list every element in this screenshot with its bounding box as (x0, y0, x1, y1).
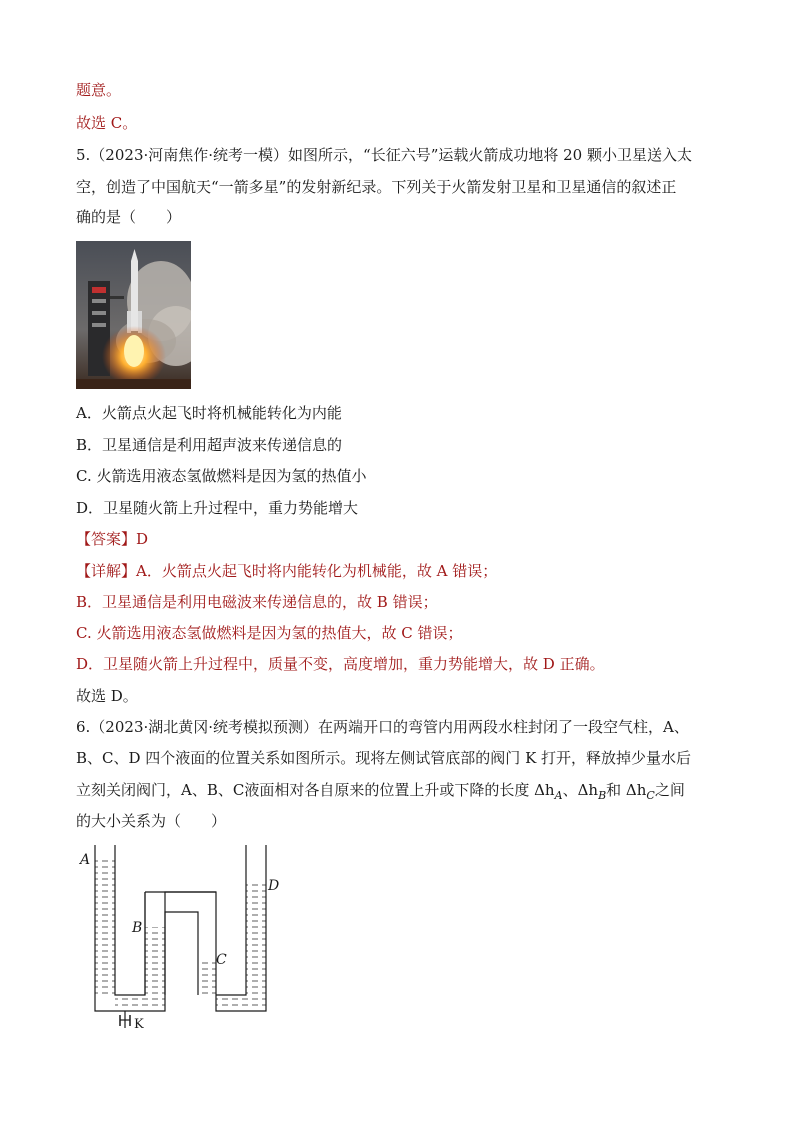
sub-b: B (598, 789, 607, 802)
q6-stem-line3 (76, 780, 685, 806)
q6-stem-line4: 的大小关系为（ ） (76, 812, 227, 830)
u-tube-diagram (70, 840, 300, 1040)
q6-line3-sep1: 、Δh (562, 781, 599, 799)
q5-stem-line1: 5.（2023·河南焦作·统考一模）如图所示，“长征六号”运载火箭成功地将 20 颗小卫星送入太 (76, 146, 692, 164)
q5-detail-c: C. 火箭选用液态氢做燃料是因为氢的热值大，故 C 错误； (76, 624, 463, 642)
q5-conclusion: 故选 D。 (76, 687, 138, 705)
q6-line3-end: 之间 (654, 781, 685, 799)
answer-value: D (136, 530, 149, 548)
label-b: B (132, 920, 143, 936)
q6-line3-sep2: 和 Δh (606, 781, 647, 799)
q6-stem-line1: 6.（2023·湖北黄冈·统考模拟预测）在两端开口的弯管内用两段水柱封闭了一段空气柱，A、 (76, 718, 689, 736)
sub-c: C (646, 789, 655, 802)
prev-answer-tail: 题意。 (76, 81, 122, 99)
q6-stem-line2: B、C、D 四个液面的位置关系如图所示。现将左侧试管底部的阀门 K 打开，释放掉少量水后 (76, 749, 692, 767)
q5-stem-line2: 空，创造了中国航天“一箭多星”的发射新纪录。下列关于火箭发射卫星和卫星通信的叙述正 (76, 178, 677, 196)
detail-tag: 【详解】 (76, 562, 137, 580)
sub-a: A (554, 789, 563, 802)
q5-answer (76, 529, 148, 549)
detail-a-text: A．火箭点火起飞时将内能转化为机械能，故 A 错误； (136, 562, 498, 580)
label-k: K (134, 1017, 144, 1032)
q5-option-d: D．卫星随火箭上升过程中，重力势能增大 (76, 499, 359, 517)
label-c: C (216, 952, 227, 968)
label-a: A (80, 852, 91, 868)
q5-detail-d: D．卫星随火箭上升过程中，质量不变，高度增加，重力势能增大，故 D 正确。 (76, 655, 605, 673)
q5-stem-line3: 确的是（ ） (76, 208, 182, 226)
q5-detail-b: B．卫星通信是利用电磁波来传递信息的，故 B 错误； (76, 593, 438, 611)
q5-option-c: C. 火箭选用液态氢做燃料是因为氢的热值小 (76, 467, 367, 485)
prev-conclusion: 故选 C。 (76, 114, 138, 132)
answer-tag: 【答案】 (76, 530, 137, 548)
rocket-launch-photo (76, 241, 191, 389)
q5-option-a: A．火箭点火起飞时将机械能转化为内能 (76, 404, 342, 422)
q6-line3-text: 立刻关闭阀门，A、B、C液面相对各自原来的位置上升或下降的长度 Δh (76, 781, 555, 799)
q5-option-b: B．卫星通信是利用超声波来传递信息的 (76, 436, 343, 454)
q5-detail-a (76, 561, 497, 581)
label-d: D (268, 878, 280, 894)
